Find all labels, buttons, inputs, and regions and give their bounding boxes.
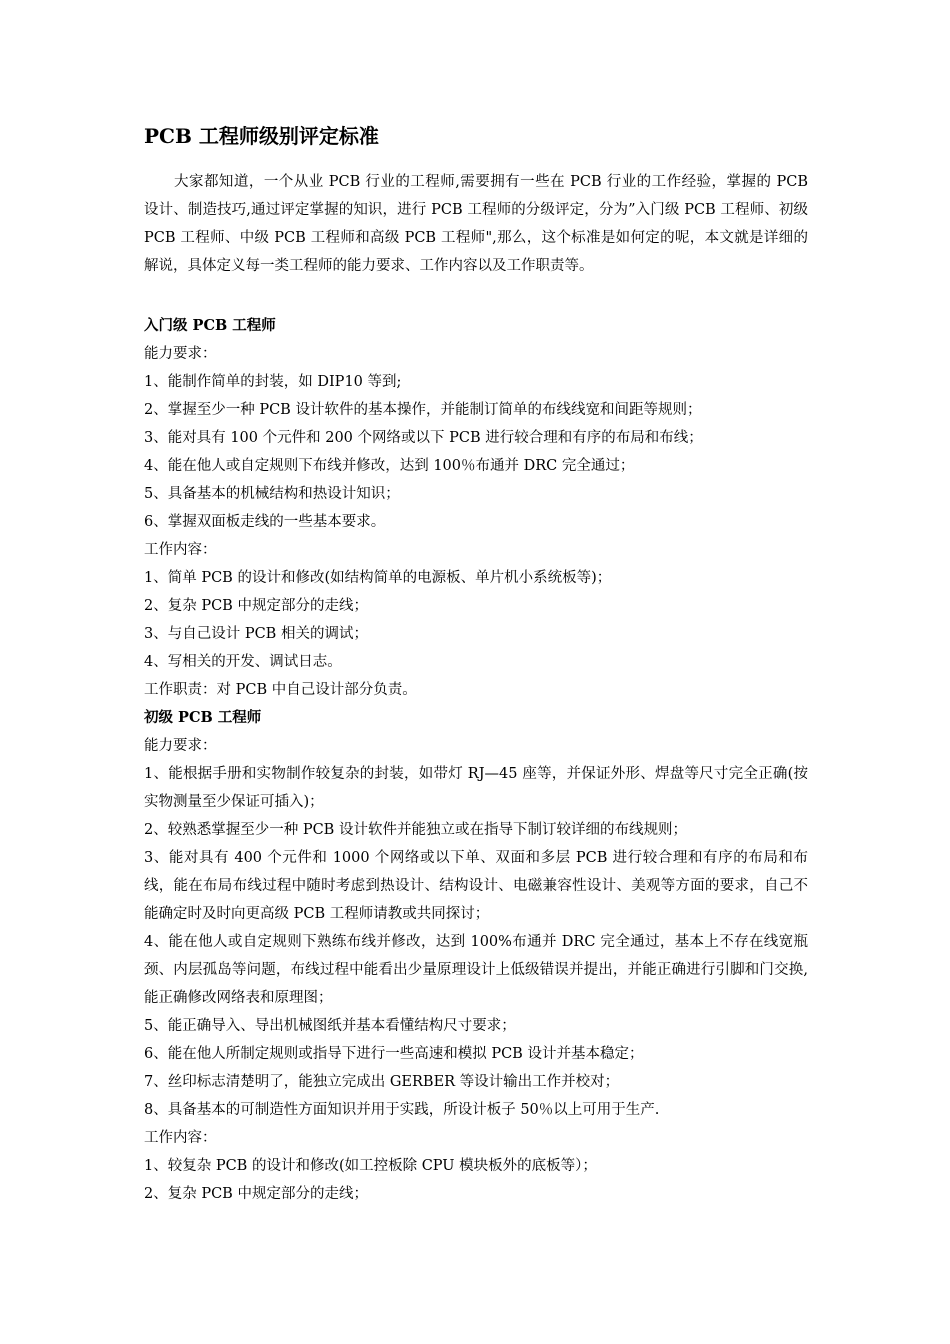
work-item: 4、写相关的开发、调试日志。 <box>144 654 342 670</box>
ability-item: 7、丝印标志清楚明了，能独立完成出 GERBER 等设计输出工作并校对； <box>144 1074 620 1090</box>
section-junior-level <box>144 704 808 1208</box>
ability-item: 3、能对具有 100 个元件和 200 个网络或以下 PCB 进行较合理和有序的布局和布线； <box>144 430 703 446</box>
ability-item: 1、能根据手册和实物制作较复杂的封装，如带灯 RJ—45 座等，并保证外形、焊盘等尺寸完全正确(按实物测量至少保证可插入)； <box>144 766 808 810</box>
ability-item: 4、能在他人或自定规则下熟练布线并修改，达到 100%布通并 DRC 完全通过，基本上不存在线宽瓶颈、内层孤岛等问题，布线过程中能看出少量原理设计上低级错误并提出，并能正确进行引脚和门交换,能正确修改网络表和原理图； <box>144 934 808 1006</box>
duty-line: 工作职责：对 PCB 中自己设计部分负责。 <box>144 682 417 698</box>
work-item: 1、较复杂 PCB 的设计和修改(如工控板除 CPU 模块板外的底板等）； <box>144 1158 597 1174</box>
section-title: 入门级 PCB 工程师 <box>144 317 276 334</box>
section-title: 初级 PCB 工程师 <box>144 709 262 726</box>
ability-item: 4、能在他人或自定规则下布线并修改，达到 100％布通并 DRC 完全通过； <box>144 458 635 474</box>
ability-item: 8、具备基本的可制造性方面知识并用于实践，所设计板子 50％以上可用于生产. <box>144 1102 660 1118</box>
document-page <box>144 118 808 1208</box>
ability-item: 6、能在他人所制定规则或指导下进行一些高速和模拟 PCB 设计并基本稳定； <box>144 1046 644 1062</box>
ability-item: 1、能制作简单的封装，如 DIP10 等到; <box>144 374 402 390</box>
document-title: PCB 工程师级别评定标准 <box>144 124 379 148</box>
ability-label: 能力要求： <box>144 738 217 754</box>
work-item: 1、简单 PCB 的设计和修改(如结构简单的电源板、单片机小系统板等)； <box>144 570 612 586</box>
ability-item: 2、掌握至少一种 PCB 设计软件的基本操作，并能制订简单的布线线宽和间距等规则； <box>144 402 702 418</box>
ability-item: 5、具备基本的机械结构和热设计知识； <box>144 486 400 502</box>
ability-label: 能力要求： <box>144 346 217 362</box>
work-item: 3、与自己设计 PCB 相关的调试； <box>144 626 368 642</box>
work-item: 2、复杂 PCB 中规定部分的走线； <box>144 598 368 614</box>
intro-paragraph: 大家都知道，一个从业 PCB 行业的工程师,需要拥有一些在 PCB 行业的工作经验，掌握的 PCB 设计、制造技巧,通过评定掌握的知识，进行 PCB 工程师的分级评定，分为”入门级 PCB 工程师、初级 PCB 工程师、中级 PCB 工程师和高级 PCB 工程师",那么，这个标准是如何定的呢，本文就是详细的解说，具体定义每一类工程师的能力要求、工作内容以及工作职责等。 <box>144 174 808 274</box>
ability-item: 5、能正确导入、导出机械图纸并基本看懂结构尺寸要求； <box>144 1018 516 1034</box>
ability-item: 6、掌握双面板走线的一些基本要求。 <box>144 514 386 530</box>
work-item: 2、复杂 PCB 中规定部分的走线； <box>144 1186 368 1202</box>
section-entry-level <box>144 312 808 704</box>
ability-item: 2、较熟悉掌握至少一种 PCB 设计软件并能独立或在指导下制订较详细的布线规则； <box>144 822 687 838</box>
work-label: 工作内容： <box>144 542 217 558</box>
work-label: 工作内容： <box>144 1130 217 1146</box>
ability-item: 3、能对具有 400 个元件和 1000 个网络或以下单、双面和多层 PCB 进行较合理和有序的布局和布线，能在布局布线过程中随时考虑到热设计、结构设计、电磁兼容性设计、美观等方面的要求，自己不能确定时及时向更高级 PCB 工程师请教或共同探讨； <box>144 850 808 922</box>
